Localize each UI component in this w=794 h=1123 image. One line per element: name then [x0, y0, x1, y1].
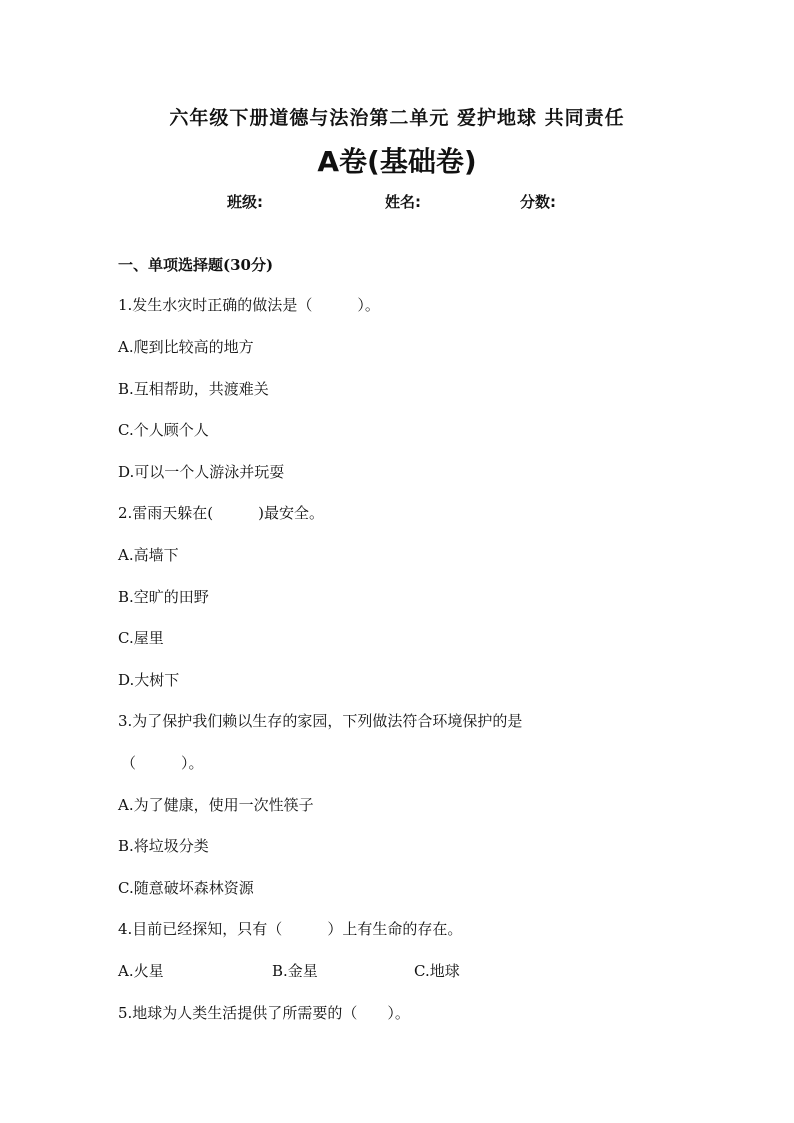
- question-3-stem: 3.为了保护我们赖以生存的家园，下列做法符合环境保护的是: [118, 712, 523, 730]
- question-4-option-a: A.火星: [118, 962, 164, 980]
- question-4-option-c: C.地球: [414, 962, 460, 980]
- class-label: 班级:: [227, 193, 263, 211]
- question-1-option-c: C.个人顾个人: [118, 421, 209, 439]
- question-4-option-b: B.金星: [272, 962, 318, 980]
- page-subtitle: A卷(基础卷): [317, 145, 477, 178]
- question-1-option-d: D.可以一个人游泳并玩耍: [118, 463, 285, 481]
- question-1-option-b: B.互相帮助，共渡难关: [118, 380, 269, 398]
- name-label: 姓名:: [385, 193, 421, 211]
- question-1-option-a: A.爬到比较高的地方: [118, 338, 254, 356]
- question-3-stem-continued: （ ）。: [121, 754, 204, 772]
- question-3-option-c: C.随意破坏森林资源: [118, 879, 254, 897]
- question-3-option-b: B.将垃圾分类: [118, 837, 209, 855]
- question-2-option-c: C.屋里: [118, 629, 164, 647]
- section-heading: 一、单项选择题(30分): [118, 256, 274, 274]
- page-title: 六年级下册道德与法治第二单元 爱护地球 共同责任: [169, 107, 625, 129]
- question-2-option-a: A.高墙下: [118, 546, 179, 564]
- question-1-stem: 1.发生水灾时正确的做法是（ ）。: [118, 296, 380, 314]
- question-2-option-d: D.大树下: [118, 671, 180, 689]
- question-5-stem: 5.地球为人类生活提供了所需要的（ ）。: [118, 1004, 410, 1022]
- question-2-option-b: B.空旷的田野: [118, 588, 209, 606]
- score-label: 分数:: [520, 193, 556, 211]
- question-2-stem: 2.雷雨天躲在( )最安全。: [118, 504, 325, 522]
- question-3-option-a: A.为了健康，使用一次性筷子: [118, 796, 314, 814]
- question-4-stem: 4.目前已经探知，只有（ ）上有生命的存在。: [118, 920, 463, 938]
